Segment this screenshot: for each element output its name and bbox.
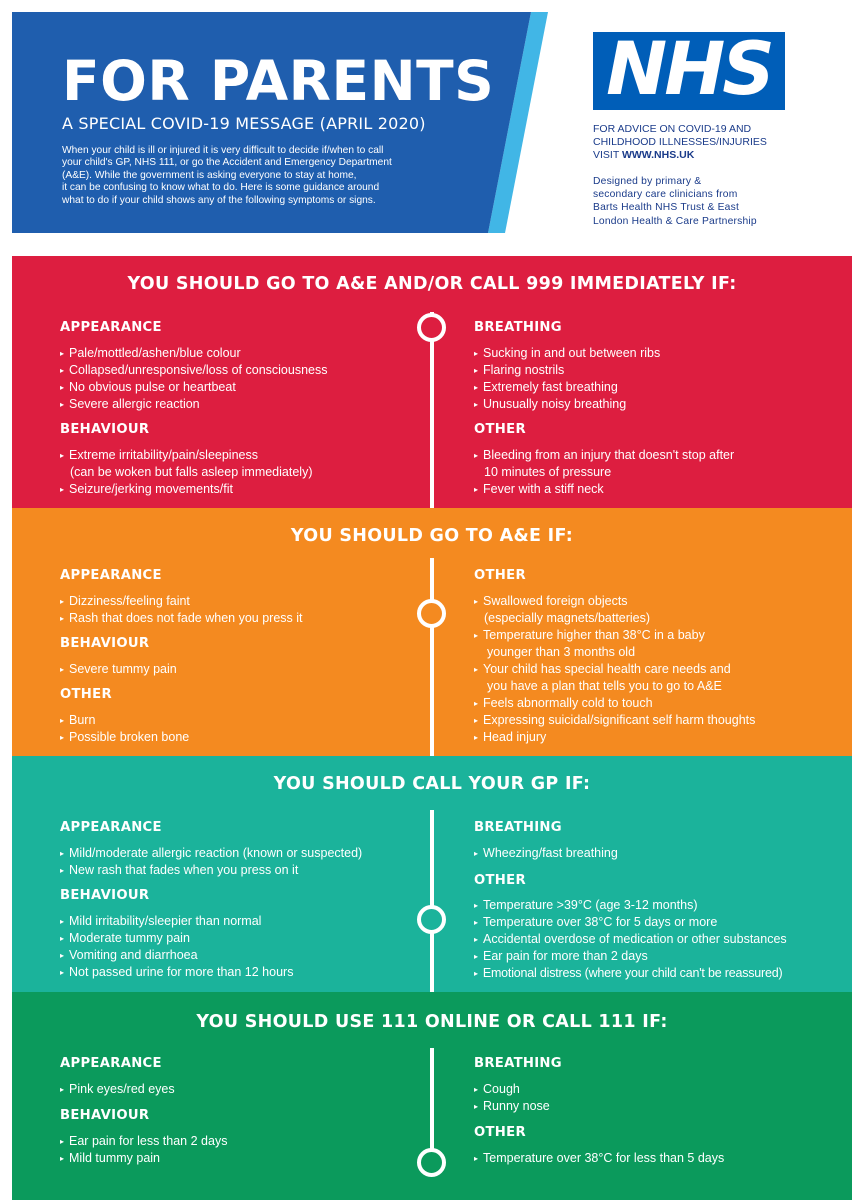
- heading-other: OTHER: [474, 568, 526, 583]
- heading-other: OTHER: [60, 687, 112, 702]
- page-subtitle: A SPECIAL COVID-19 MESSAGE (APRIL 2020): [62, 114, 426, 133]
- list-item-continuation: (especially magnets/batteries): [484, 611, 651, 625]
- heading-appearance: APPEARANCE: [60, 568, 162, 583]
- heading-breathing: BREATHING: [474, 320, 562, 335]
- list-item: ▸ Accidental overdose of medication or other substances: [474, 932, 787, 946]
- section-a-and-e: [12, 508, 852, 756]
- list-item: ▸ Wheezing/fast breathing: [474, 846, 618, 860]
- heading-breathing: BREATHING: [474, 1056, 562, 1071]
- timeline-ring: [417, 313, 446, 342]
- nhs-logo: [593, 27, 785, 112]
- list-item: ▸ Pink eyes/red eyes: [60, 1082, 175, 1096]
- heading-appearance: APPEARANCE: [60, 1056, 162, 1071]
- nhs-website-link[interactable]: WWW.NHS.UK: [621, 148, 695, 161]
- designed-by-line: Barts Health NHS Trust & East: [593, 202, 739, 214]
- list-item: ▸ Temperature >39°C (age 3-12 months): [474, 898, 698, 912]
- list-item: ▸ New rash that fades when you press on it: [60, 863, 299, 877]
- list-item: ▸ Mild/moderate allergic reaction (known or suspected): [60, 846, 363, 860]
- heading-behaviour: BEHAVIOUR: [60, 422, 150, 437]
- list-item: ▸ Mild tummy pain: [60, 1151, 161, 1165]
- list-item-continuation: you have a plan that tells you to go to A&E: [487, 679, 722, 693]
- advice-visit-label: VISIT: [593, 148, 622, 161]
- list-item: ▸ Not passed urine for more than 12 hours: [60, 965, 294, 979]
- list-item: ▸ Burn: [60, 713, 96, 727]
- designed-by-text: [593, 175, 823, 228]
- list-item: ▸ No obvious pulse or heartbeat: [60, 380, 236, 394]
- list-item: ▸ Expressing suicidal/significant self harm thoughts: [474, 713, 756, 727]
- section-title: YOU SHOULD CALL YOUR GP IF:: [273, 774, 591, 794]
- heading-appearance: APPEARANCE: [60, 820, 162, 835]
- section-title: YOU SHOULD GO TO A&E IF:: [290, 526, 574, 546]
- list-item: ▸ Ear pain for more than 2 days: [474, 949, 648, 963]
- list-item: ▸ Severe tummy pain: [60, 662, 177, 676]
- list-item: ▸ Flaring nostrils: [474, 363, 565, 377]
- list-item: ▸ Emotional distress (where your child can't be reassured): [474, 966, 783, 980]
- list-item: ▸ Temperature over 38°C for less than 5 days: [474, 1151, 725, 1165]
- list-item: ▸ Rash that does not fade when you press it: [60, 611, 303, 625]
- list-item: ▸ Severe allergic reaction: [60, 397, 200, 411]
- list-item: ▸ Temperature higher than 38°C in a baby: [474, 628, 705, 642]
- list-item: ▸ Bleeding from an injury that doesn't stop after: [474, 448, 735, 462]
- list-item: ▸ Swallowed foreign objects: [474, 594, 628, 608]
- list-item: ▸ Vomiting and diarrhoea: [60, 948, 198, 962]
- section-use-111: [12, 992, 852, 1200]
- heading-breathing: BREATHING: [474, 820, 562, 835]
- list-item: ▸ Extremely fast breathing: [474, 380, 618, 394]
- list-item: ▸ Your child has special health care needs and: [474, 662, 731, 676]
- heading-appearance: APPEARANCE: [60, 320, 162, 335]
- list-item: ▸ Feels abnormally cold to touch: [474, 696, 653, 710]
- section-title: YOU SHOULD USE 111 ONLINE OR CALL 111 IF:: [196, 1012, 668, 1032]
- designed-by-line: Designed by primary &: [593, 176, 702, 187]
- intro-line: When your child is ill or injured it is very difficult to decide if/when to call: [62, 145, 384, 156]
- nhs-logo-text: NHS: [606, 27, 772, 112]
- intro-text: [62, 145, 470, 207]
- list-item-continuation: (can be woken but falls asleep immediately): [70, 465, 313, 479]
- advice-line-visit: [593, 149, 823, 162]
- page-title: FOR PARENTS: [62, 49, 495, 113]
- list-item: ▸ Moderate tummy pain: [60, 931, 190, 945]
- intro-line: your child's GP, NHS 111, or go the Accident and Emergency Department: [62, 157, 392, 169]
- list-item: ▸ Fever with a stiff neck: [474, 482, 604, 496]
- section-a-and-e-999: [12, 256, 852, 508]
- list-item: ▸ Ear pain for less than 2 days: [60, 1134, 228, 1148]
- heading-behaviour: BEHAVIOUR: [60, 636, 150, 651]
- list-item: ▸ Runny nose: [474, 1099, 550, 1113]
- designed-by-line: London Health & Care Partnership: [593, 215, 757, 227]
- header-text: [62, 49, 502, 207]
- list-item: ▸ Unusually noisy breathing: [474, 397, 627, 411]
- heading-behaviour: BEHAVIOUR: [60, 888, 150, 903]
- intro-line: what to do if your child shows any of the following symptoms or signs.: [62, 194, 376, 206]
- list-item: ▸ Dizziness/feeling faint: [60, 594, 190, 608]
- timeline-ring: [417, 599, 446, 628]
- timeline-line: [430, 558, 434, 756]
- list-item: ▸ Seizure/jerking movements/fit: [60, 482, 233, 496]
- heading-other: OTHER: [474, 422, 526, 437]
- heading-other: OTHER: [474, 873, 526, 888]
- intro-line: it can be confusing to know what to do. Here is some guidance around: [62, 182, 380, 194]
- advice-line: CHILDHOOD ILLNESSES/INJURIES: [593, 135, 767, 148]
- timeline-line: [430, 810, 434, 992]
- list-item: ▸ Collapsed/unresponsive/loss of consciousness: [60, 363, 328, 377]
- list-item: ▸ Temperature over 38°C for 5 days or more: [474, 915, 718, 929]
- list-item-continuation: 10 minutes of pressure: [484, 465, 612, 479]
- list-item: ▸ Cough: [474, 1082, 520, 1096]
- timeline-ring: [417, 1148, 446, 1177]
- timeline-ring: [417, 905, 446, 934]
- section-title: YOU SHOULD GO TO A&E AND/OR CALL 999 IMMEDIATELY IF:: [127, 274, 737, 294]
- list-item: ▸ Head injury: [474, 730, 547, 744]
- list-item: ▸ Sucking in and out between ribs: [474, 346, 661, 360]
- advice-line: FOR ADVICE ON COVID-19 AND: [593, 123, 752, 135]
- heading-other: OTHER: [474, 1125, 526, 1140]
- intro-line: (A&E). While the government is asking everyone to stay at home,: [62, 169, 357, 181]
- list-item: ▸ Extreme irritability/pain/sleepiness: [60, 448, 258, 462]
- list-item: ▸ Pale/mottled/ashen/blue colour: [60, 346, 241, 360]
- section-call-gp: [12, 756, 852, 992]
- heading-behaviour: BEHAVIOUR: [60, 1108, 150, 1123]
- advice-text: [593, 123, 823, 161]
- list-item-continuation: younger than 3 months old: [487, 645, 636, 659]
- list-item: ▸ Mild irritability/sleepier than normal: [60, 914, 262, 928]
- designed-by-line: secondary care clinicians from: [593, 189, 738, 201]
- list-item: ▸ Possible broken bone: [60, 730, 190, 744]
